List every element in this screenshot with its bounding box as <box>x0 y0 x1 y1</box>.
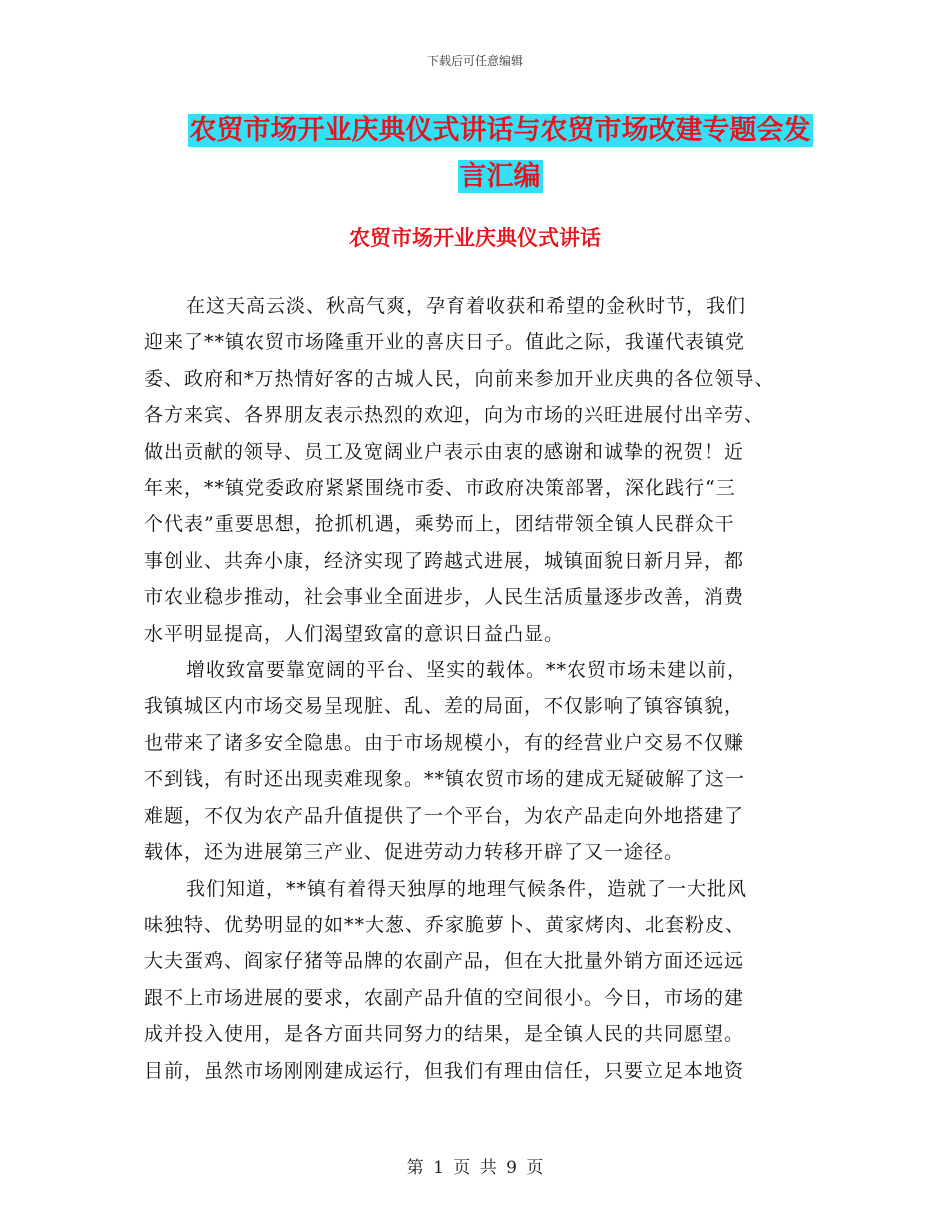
text-line: 委、政府和*万热情好客的古城人民，向前来参加开业庆典的各位领导、 <box>144 367 775 390</box>
text-line: 跟不上市场进展的要求，农副产品升值的空间很小。今日，市场的建 <box>144 986 745 1009</box>
header-note: 下载后可任意编辑 <box>426 54 523 68</box>
text-line: 事创业、共奔小康，经济实现了跨越式进展，城镇面貌日新月异，都 <box>144 549 745 572</box>
text-line: 味独特、优势明显的如**大葱、乔家脆萝卜、黄家烤肉、北套粉皮、 <box>144 913 746 936</box>
text-line: 我们知道，**镇有着得天独厚的地理气候条件，造就了一大批风 <box>186 877 748 900</box>
text-line: 迎来了**镇农贸市场隆重开业的喜庆日子。值此之际，我谨代表镇党 <box>144 331 746 354</box>
text-line: 也带来了诸多安全隐患。由于市场规模小，有的经营业户交易不仅赚 <box>144 731 745 754</box>
text-line: 难题，不仅为农产品升值提供了一个平台，为农产品走向外地搭建了 <box>144 804 745 827</box>
text-line: 不到钱，有时还出现卖难现象。**镇农贸市场的建成无疑破解了这一 <box>144 768 746 791</box>
text-line: 个代表”重要思想，抢抓机遇，乘势而上，团结带领全镇人民群众干 <box>144 513 735 536</box>
text-line: 增收致富要靠宽阔的平台、坚实的载体。**农贸市场未建以前， <box>186 659 748 682</box>
document-title-line-1: 农贸市场开业庆典仪式讲话与农贸市场改建专题会发 <box>189 115 811 146</box>
text-line: 水平明显提高，人们渴望致富的意识日益凸显。 <box>144 622 565 645</box>
text-line: 大夫蛋鸡、阎家仔猪等品牌的农副产品，但在大批量外销方面还远远 <box>144 950 745 973</box>
text-line: 做出贡献的领导、员工及宽阔业户表示由衷的感谢和诚挚的祝贺！近 <box>144 440 745 463</box>
document-title-line-2: 言汇编 <box>459 161 541 192</box>
section-title: 农贸市场开业庆典仪式讲话 <box>349 225 601 250</box>
text-line: 载体，还为进展第三产业、促进劳动力转移开辟了又一途径。 <box>144 841 685 864</box>
text-line: 目前，虽然市场刚刚建成运行，但我们有理由信任，只要立足本地资 <box>144 1059 745 1082</box>
text-line: 市农业稳步推动，社会事业全面进步，人民生活质量逐步改善，消费 <box>144 586 745 609</box>
text-line: 成并投入使用，是各方面共同努力的结果，是全镇人民的共同愿望。 <box>144 1023 745 1046</box>
body-text <box>144 288 814 1089</box>
text-line: 我镇城区内市场交易呈现脏、乱、差的局面，不仅影响了镇容镇貌， <box>144 695 745 718</box>
text-line: 年来，**镇党委政府紧紧围绕市委、市政府决策部署，深化践行“三 <box>144 477 736 500</box>
text-line: 各方来宾、各界朋友表示热烈的欢迎，向为市场的兴旺进展付出辛劳、 <box>144 404 765 427</box>
text-line: 在这天高云淡、秋高气爽，孕育着收获和希望的金秋时节，我们 <box>186 295 747 317</box>
page-footer: 第 1 页 共 9 页 <box>406 1158 544 1178</box>
document-title <box>180 108 820 200</box>
